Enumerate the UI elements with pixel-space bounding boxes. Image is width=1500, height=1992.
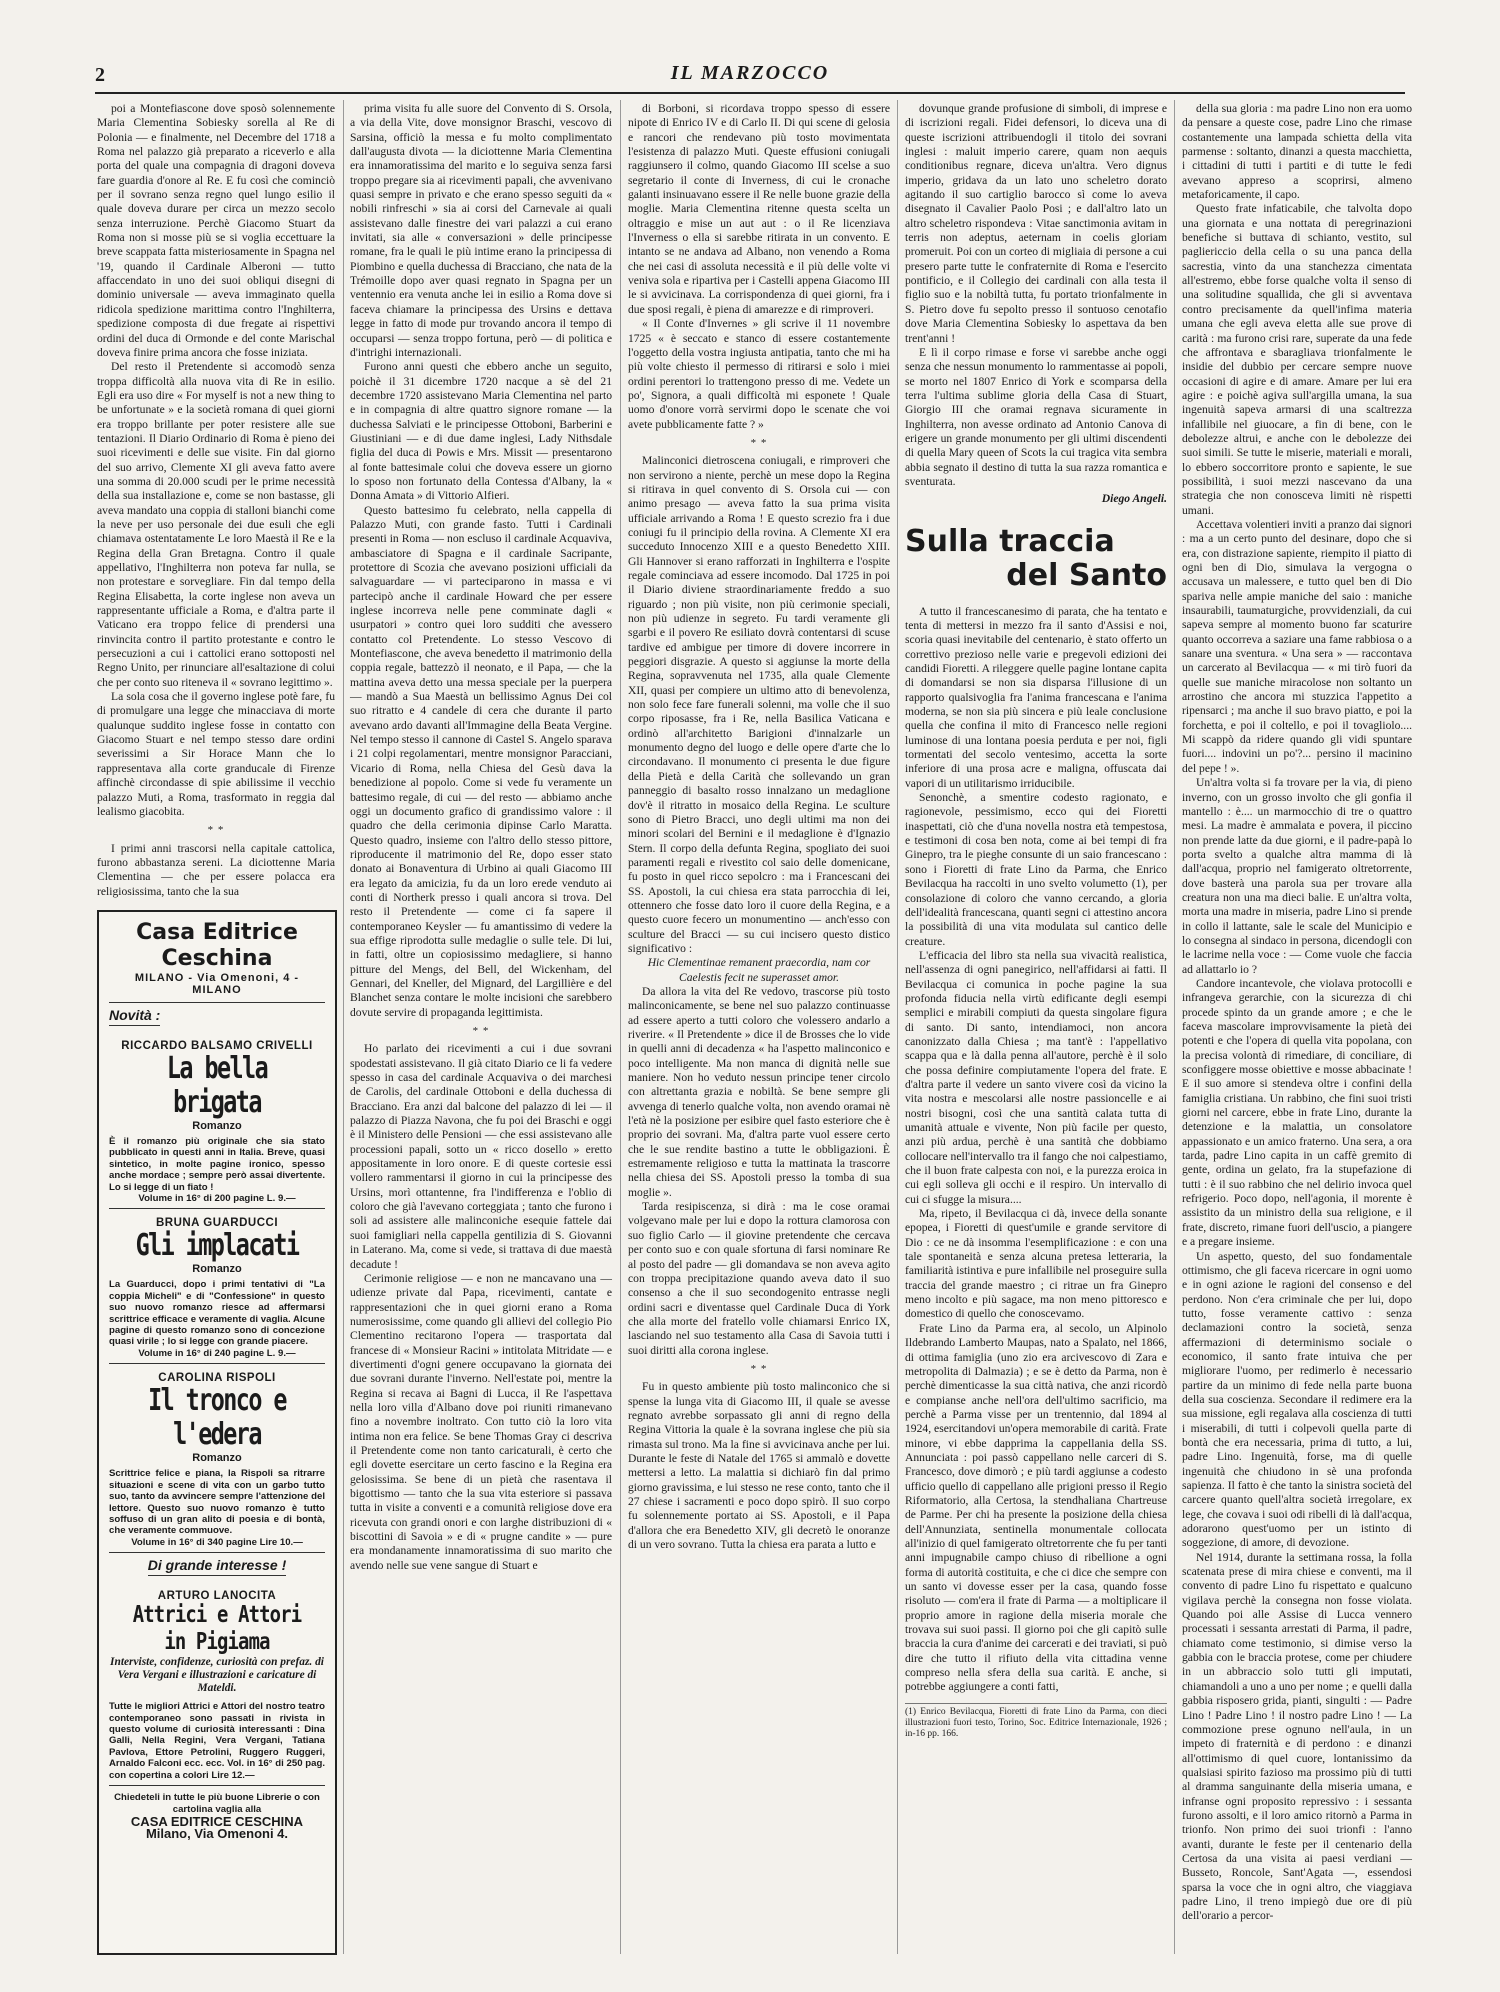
ad-book-title: Gli implacati (135, 1228, 299, 1264)
ad-book-genre: Romanzo (192, 1263, 242, 1276)
paragraph: Tarda resipiscenza, si dirà : ma le cose oramai volgevano male per lui e dopo la rottura clamorosa con suo figlio Carlo — il giovine pretendente che cercava per conto suo e con quale sfortuna di farsi nominare Re al posto del padre — gli domandava se non aveva agito con troppa precipitazione quando aveva dato il suo consenso a che il suo secondogenito entrasse negli ordini sacri e diventasse quel Cardinale Duca di York che alla morte del fratello volle chiamarsi Enrico IX, lasciando nel suo testamento alla Casa di Savoia tutti i suoi diritti alla corona inglese. (628, 1200, 890, 1357)
page-number: 2 (95, 64, 105, 86)
paragraph: Furono anni questi che ebbero anche un seguito, poichè il 31 dicembre 1720 nacque a sè del 21 decembre 1720 assistevano Maria Clementina nel parto e in compagnia di altre quattro signore romane — la duchessa Salviati e le principesse Ottoboni, Barberini e Giustiniani — e di due dame inglesi, Lady Nithsdale figlia del duca di Powis e Mrs. Missit — presentarono al fonte battesimale colui che doveva essere un giorno lo sposo non fortunato della Contessa d'Albany, la « Donna Amata » di Vittorio Alfieri. (350, 360, 612, 503)
ad-book-title: La bella brigata (166, 1051, 268, 1120)
ad-book-blurb: È il romanzo più originale che sia stato pubblicato in questi anni in Italia. Breve, quasi sintetico, in molte pagine ironico, spesso anche mordace ; sempre però assai divertente. Lo si legge di un fiato ! (109, 1136, 325, 1193)
ad-divider (109, 1363, 325, 1364)
masthead: IL MARZOCCO (670, 62, 830, 84)
ad-publisher-address: MILANO - Via Omenoni, 4 - MILANO (134, 972, 300, 996)
paragraph: L'efficacia del libro sta nella sua vivacità realistica, nell'assenza di ogni panegirico, nell'affidarsi ai fatti. Il Bevilacqua ci comunica in poche pagine la sua profonda fiducia nella virtù edificante degli esempi semplici e mirabili compiuti da questa singolare figura di santo. Di santo, intendiamoci, non ancora canonizzato dalla Chiesa ; ma tant'è : l'appellativo scappa qua e là dalla penna all'autore, perchè è il solo che possa definire compiutamente l'opera del frate. E d'altra parte il vedere un santo vivere così da vicino la vita nostra e mescolarsi alle nostre passioncelle e ai nostri bisogni, così che una santità calata tutta di umanità attuale e vivente, Non più facile per questo, anzi più ardua, perchè è una santità che dobbiamo collocare nell'intervallo tra il fango che noi calpestiamo, che il buon frate calpesta con noi, e la purezza eroica in cui egli solleva gli occhi e il respiro. Un intervallo di cui ci sfugge la misura.... (905, 948, 1167, 1206)
paragraph: Ma, ripeto, il Bevilacqua ci dà, invece della sonante epopea, i Fioretti di quest'umile e grande servitore di Dio : ce ne dà insomma l'esemplificazione : e con una tale spontaneità e senza alcuna pretesa letteraria, la familiarità istintiva e pure infallibile nel proseguire sulla traccia del grande maestro ; ci ritrae un fra Ginepro meno incolto e più sagace, ma non meno pittoresco e domestico di quello che conoscevamo. (905, 1207, 1167, 1321)
article-title (905, 525, 1167, 593)
paragraph: Questo frate infaticabile, che talvolta dopo una giornata e una nottata di peregrinazioni benefiche si buttava di schianto, vestito, sul pagliericcio della cella o su una panca della sacrestia, vinto da una stanchezza cimentata all'estremo, ebbe forse qualche volta il senso di una solitudine squallida, che gli si avventava contro precisamente da quell'infima materia umana che egli aveva eletta alle sue prove di carità : ma furono crisi rare, superate da una fede che affrontava e sbaragliava trionfalmente le insidie del dubbio per cercare sempre nuove occasioni di agire e di amare. Amare per lui era agire : e poichè agiva sull'argilla umana, la sua ingenuità sapeva armarsi di una scaltrezza infallibile nel giuocare, a fin di bene, con le debolezze altrui, e anche con le debolezze dei suoi simili. Se tutte le miserie, materiali e morali, lo ebbero soccorritore pronto e sapiente, le sue possibilità, i suoi mezzi nascevano da una strategia che non conosceva limiti nè rispetti umani. (1182, 202, 1412, 517)
article-signature: Diego Angeli. (1101, 492, 1167, 506)
ad-book-description: Tutte le migliori Attrici e Attori del nostro teatro contemporaneo sono passati in rivista in questo volume di curiosità interessanti : Dina Galli, Nella Regini, Vera Vergani, Tatiana Pavlova, Ettore Petrolini, Ruggero Ruggeri, Arnaldo Falconi ecc. ecc. Vol. in 16° di 250 pag. con copertina a colori Lire 12.— (109, 1701, 325, 1781)
section-separator: * * (750, 436, 768, 449)
column-1 (97, 102, 335, 902)
ad-divider (109, 1552, 325, 1553)
paragraph: dovunque grande profusione di simboli, di imprese e di iscrizioni regali. Fidei defensori, lo diceva una di queste iscrizioni attribuendogli il titolo dei sovrani inglesi : maluit imperio carere, quam non aequis conditionibus regnare, diceva un'altra. Vero dignus imperio, gridava da un lato uno scheletro dorato agitando il suo cartiglio barocco sì come lo aveva disegnato il Cavalier Paolo Posi ; e dall'altro lato un altro scheletro rispondeva : Vitae sanctimonia avitam in terris non adeptus, aeternam in coelis gloriam promeruit. Poi con un corteo di migliaia di persone a cui presero parte tutte le confraternite di Roma e l'esercito pontificio, e il Collegio dei cardinali con alla testa il figlio suo e la nobiltà tutta, fu portato trionfalmente in S. Pietro dove fu sepolto presso il sontuoso cenotafio dove Maria Clementina Sobiesky lo aspettava da ben trent'anni ! (905, 102, 1167, 345)
paragraph: Da allora la vita del Re vedovo, trascorse più tosto malinconicamente, se bene nel suo palazzo continuasse ad essere aperto a tutti coloro che volessero andarlo a riverire. « Il Pretendente » dice il de Brosses che lo vide in quelli anni di decadenza « ha l'aspetto malinconico e poco intelligente. Ma non manca di dignità nelle sue maniere. Non ho veduto nessun principe tener circolo con altrettanta grazia e nobiltà. Se bene sempre gli avvenga di tenerlo qualche volta, non avendo oramai nè l'età nè la posizione per esibire quel fasto esteriore che è proprio dei sovrani. Ma, d'altra parte vuol essere certo che le sue rendite bastino a tutte le obbligazioni. È estremamente religioso e tutta la mattinata la trascorre nella chiesa dei SS. Apostoli presso la tomba di sua moglie ». (628, 984, 890, 1199)
ad-section-heading: Di grande interesse ! (148, 1557, 287, 1576)
ad-book-description (109, 1468, 325, 1548)
paragraph: « Il Conte d'Invernes » gli scrive il 11 novembre 1725 « è seccato e stanco di essere costantemente l'oggetto della vostra ingiusta antipatia, tanto che mi ha più volte chiesto il permesso di ritirarsi e solo i miei ordini perentori lo trattengono presso di me. Vedete un po', Signora, a quali difficoltà mi esponete ! Quale uomo d'onore vorrà servirmi dopo le scenate che voi avete pubblicamente fatte ? » (628, 317, 890, 431)
column-3 (628, 102, 890, 1902)
ad-book-volume: Volume in 16° di 340 pagine Lire 10.— (131, 1536, 303, 1548)
paragraph: Questo battesimo fu celebrato, nella cappella di Palazzo Muti, con grande fasto. Tutti i Cardinali presenti in Roma — non escluso il cardinale Acquaviva, ambasciatore di Spagna e il cardinale Sacripante, protettore di Scozia che avevano posizioni ufficiali da salvaguardare — vi parteciparono in massa e vi partecipò anche il cardinale Howard che per essere inglese incorreva nelle pene comminate dagli « usurpatori » contro quei loro sudditi che avessero contatto col Pretendente. Lo stesso Vescovo di Montefiascone, che aveva benedetto il matrimonio della coppia regale, battezzò il neonato, e il Papa, — che la mattina aveva detto una messa speciale per la puerpera — mandò a Sua Maestà un bellissimo Agnus Dei col suo ritratto e 4 candele di cera che durante il parto avevano ardo davanti all'Immagine della Beata Vergine. Nel tempo stesso il cannone di Castel S. Angelo sparava i 21 colpi regolamentari, mentre monsignor Paracciani, Vicario di Roma, nella Chiesa del Gesù dava la benedizione al popolo. Come si vede fu veramente un battesimo regale, di cui — del resto — abbiamo anche oggi un documento grafico di grandissimo valore : il quadro che della cerimonia dipinse Carlo Maratta. Questo quadro, insieme con l'altro dello stesso pittore, riproducente il matrimonio del Re, dopo esser stato donato ai Bonaventura di Urbino ai quali Giacomo III era legato da amicizia, fu da un loro erede venduto ai conti di Northerk presso i quali ancora si trova. Del resto il Pretendente — come ci fa sapere il contemporaneo Keysler — fu amantissimo di vedere la sua effige riprodotta sulle medaglie o sulle tele. Di lui, in fatti, oltre un copiosissimo medagliere, si hanno pitture del Mengs, del Bell, del Wickenham, del Gennari, del Kneller, del Mignard, del Largillière e del Blanchet senza contare le molte incisioni che sarebbero dovute servire di propaganda legittimista. (350, 503, 612, 1019)
ad-book-volume: Volume in 16° di 200 pagine L. 9.— (138, 1193, 296, 1205)
ad-book-volume: Volume in 16° di 240 pagine L. 9.— (138, 1347, 296, 1359)
paragraph: Ho parlato dei ricevimenti a cui i due sovrani spodestati assistevano. Il già citato Diario ce li fa vedere spesso in casa del cardinale Acquaviva o dei marchesi de Carolis, del cardinale Ottoboni e della duchessa di Bracciano. Era anzi dal balcone del palazzo di lei — il palazzo di Piazza Navona, che fu poi dei Braschi e oggi è il Ministero delle Pensioni — che essi assistevano alle processioni papali, sotto un « ricco dosello » eretto appositamente in loro onore. E di queste cortesie essi vollero rammentarsi il giorno in cui la principesse des Ursins, morì ottantenne, fra l'indifferenza e l'oblio di coloro che già l'avevano corteggiata ; tanto che furono i soli ad assistere alle malinconiche esequie fattele dai suoi famigliari nella cappella gentilizia di S. Giovanni in Laterano. Ma, come si vede, si trattava di due maestà decadute ! (350, 1042, 612, 1271)
ad-footer (109, 1792, 325, 1840)
ad-publisher-name: Casa Editrice Ceschina (136, 920, 298, 971)
ad-book-blurb: La Guarducci, dopo i primi tentativi di "La coppia Micheli" e di "Confessione" in questo suo nuovo romanzo riesce ad affermarsi scrittrice efficace e veramente di vaglia. Alcune pagine di questo romanzo sono di concezione quasi virile ; lo si legge con grande piacere. (109, 1279, 325, 1348)
ad-divider (109, 1785, 325, 1786)
paragraph: della sua gloria : ma padre Lino non era uomo da pensare a queste cose, padre Lino che rimase costantemente una lampada schietta della vita parmense : soltanto, dinanzi a questa macchietta, i cittadini di tutti i partiti e di tutte le fedi avevano appreso a scoprirsi, almeno metaforicamente, il capo. (1182, 102, 1412, 202)
ad-book-description (109, 1279, 325, 1359)
paragraph: Malinconici dietroscena coniugali, e rimproveri che non servirono a niente, perchè un mese dopo la Regina si ritirava in quel convento di S. Orsola cui — con animo presago — aveva fatto la sua prima visita ufficiale arrivando a Roma ! E questo screzio fra i due coniugi fu il principio della rovina. A Clemente XI era succeduto Innocenzo XIII e a questo Benedetto XIII. Gli Hannover si erano rafforzati in Inghilterra e l'ospite regale cominciava ad essere incomodo. Dal 1725 in poi il Diario diviene straordinariamente freddo a suo riguardo ; non più visite, non più cerimonie speciali, non più udienze in segreto. Fu tardi veramente gli sgarbi e il povero Re esiliato dovrà contentarsi di scuse tardive ed ambigue per timore di dovere incorrere in peggiori disgrazie. A questo si aggiunse la morte della Regina, sopravvenuta nel 1735, alla quale Clemente XII, quasi per compiere un ultimo atto di benevolenza, non solo fece fare funerali solenni, ma volle che il suo corpo riposasse, fra i Re, nella Basilica Vaticana e ordinò all'architetto Barigioni d'innalzarle un monumento degno del luogo e delle opere d'arte che lo circondavano. Il monumento ci presenta le due figure della Pietà e della Carità che sollevando un gran panneggio di basalto rosso innalzano un medaglione dov'è il ritratto in mosaico della Regina. Le sculture sono di Pietro Bracci, uno degli ultimi ma non dei minori scolari del Bernini e il medaglione è d'Ignazio Stern. Il corpo della defunta Regina, spogliato dei suoi paramenti regali e rivestito col saio delle domenicane, fu posto in quel ricco sepolcro : ma i Francescani dei SS. Apostoli, la cui chiesa era stata parrocchia di lei, ottennero che fosse dato loro il cuore della Regina, e a questo cuore fecero un monumentino — anch'esso con sculture del Bracci — su cui incisero questo distico significativo : (628, 454, 890, 955)
paragraph: Candore incantevole, che violava protocolli e infrangeva gerarchie, con la sicurezza di chi procede spinto da un grande amore ; e che le faceva mascolare improvvisamente la pietà dei potenti e che l'opera di quella vita popolana, con la precisa volontà di rimediare, di conciliare, di sconfiggere mosse obiettive e mosse abbacinate ! E il suo amore si stendeva oltre i confini della famiglia cristiana. Un rabbino, che fini suoi tristi giorni nel carcere, ebbe in frate Lino, durante la detenzione e la malattia, un consolatore appassionato e un amico fraterno. Una sera, a ora tarda, padre Lino capita in un caffè gremito di gente, ordina un gelato, fra la stupefazione di tutti : è il suo rabbino che nel delirio invoca quel refrigerio. Poco dopo, nell'agonia, il morente è assistito da un ministro della sua religione, e il frate, discreto, rimane fuori dell'uscio, a piangere e a pregare insieme. (1182, 976, 1412, 1249)
latin-epitaph: Hic Clementinae remanent praecordia, nam cor Caelestis fecit ne superasset amor. (647, 956, 871, 984)
ad-book-genre: Romanzo (192, 1120, 242, 1132)
publisher-advertisement (97, 910, 337, 1955)
footnote: (1) Enrico Bevilacqua, Fioretti di frate Lino da Parma, con dieci illustrazioni fuori testo, Torino, Soc. Editrice Internazionale, 1926 ; in-16 pp. 166. (905, 1703, 1167, 1740)
column-5 (1182, 102, 1412, 1923)
header-rule (95, 92, 1405, 94)
column-divider (897, 100, 898, 1954)
ad-divider (109, 1208, 325, 1209)
paragraph: E lì il corpo rimase e forse vi sarebbe anche oggi senza che nessun monumento lo rammentasse ai popoli, se morto nel 1807 Enrico di York e scomparsa della terra l'ultima sublime gloria della Casa di Stuart, Giorgio III che oramai regnava sicuramente in Inghilterra, non avesse ordinato ad Antonio Canova di erigere un grande monumento per gli ultimi discendenti di quella Mary queen of Scots la cui tragica vita sembra abbia segnato il destino di tutta la sua razza romantica e sventurata. (905, 345, 1167, 488)
paragraph: Nel 1914, durante la settimana rossa, la folla scatenata prese di mira chiese e conventi, ma il convento di padre Lino fu rispettato e qualcuno vigilava perchè la consegna non fosse violata. Quando poi alle Assise di Lucca vennero processati i sessanta arrestati di Parma, il padre, chiamato come testimonio, si dimise verso la gabbia con le braccia protese, come per chiudere in un abbraccio solo tutti gli imputati, chiamandoli a uno a uno per nome ; e quelli dalla gabbia risposero grida, pianti, singulti : — Padre Lino ! Padre Lino ! il nostro padre Lino ! — La commozione prese ognuno nell'aula, in un impeto di fraternità e di perdono : e dinanzi all'ottimismo di quel cuore, lontanissimo da qualsiasi spirito fazioso ma prossimo più di tutti al dramma sanguinante della miseria umana, e infranse ogni proposito repressivo : i sessanta furono assolti, e il loro amico ritornò a Parma in trionfo. Non primo dei suoi trionfi : l'anno avanti, durante le feste per il centenario della Certosa da una visita ai paesi verdiani — Busseto, Roncole, Sant'Agata —, essendosi sparsa la voce che in ogni altro, che viaggiava padre Lino, il treno impiegò due ore di più dell'orario a percor- (1182, 1550, 1412, 1923)
section-separator: * * (472, 1025, 490, 1037)
ad-book-author: ARTURO LANOCITA (157, 1590, 277, 1603)
ad-book-author: BRUNA GUARDUCCI (155, 1217, 279, 1230)
paragraph: di Borboni, si ricordava troppo spesso di essere nipote di Enrico IV e di Carlo II. Di qui scene di gelosia e rancori che rendevano più tosto movimentata l'esistenza di palazzo Muti. Queste effusioni coniugali raggiunsero il colmo, quando Giacomo III scelse a suo segretario il conte di Inverness, di cui le cronache galanti insinuavano essere il Re nelle buone grazie della moglie. Maria Clementina ritenne questa scelta un oltraggio e mise un aut aut : o il Re licenziava l'Inverness o ella si sarebbe ritirata in un convento. E intanto se ne andava ad Albano, non venendo a Roma che nei casi di assoluta necessità e il più delle volte vi veniva sola e ripartiva per i Castelli appena Giacomo III le si avvicinava. La corrispondenza di quei giorni, fra i due sposi regali, è piena di amarezze e di rimproveri. (628, 102, 890, 316)
paragraph: I primi anni trascorsi nella capitale cattolica, furono abbastanza sereni. La diciottenne Maria Clementina — che per essere polacca era religiosissima, tanto che la sua (97, 841, 335, 898)
section-separator: * * (750, 1362, 768, 1375)
paragraph: Senonchè, a smentire codesto ragionato, e ragionevole, pessimismo, ecco qui dei Fioretti inaspettati, ciò che d'una novella nostra età tempestosa, e testimoni di cosa ben nota, come ai bei tempi di fra Ginepro, tra le pieghe consunte di un saio francescano : sono i Fioretti di frate Lino da Parma, che Enrico Bevilacqua ha raccolti in uno svelto volumetto (1), per consolazione di coloro che vanno cercando, a gloria dell'idealità francescana, quanti segni ci attestino ancora la possibilità di una vita modulata sul cantico delle creature. (905, 791, 1167, 948)
ad-book-blurb: Scrittrice felice e piana, la Rispoli sa ritrarre situazioni e scene di vita con un garbo tutto suo, tanto da avvincere sempre l'attenzione del lettore. Questo suo nuovo romanzo è tutto soffuso di un gran alito di poesia e di bontà, che veramente commuove. (109, 1468, 325, 1537)
ad-book-title: Il tronco e l'edera (148, 1383, 286, 1453)
ad-book-author: CAROLINA RISPOLI (158, 1372, 276, 1385)
column-divider (620, 100, 621, 1954)
ad-section-heading: Novità : (109, 1007, 160, 1026)
ad-book-genre: Romanzo (192, 1452, 242, 1465)
column-divider (1174, 100, 1175, 1954)
column-4 (905, 102, 1167, 1902)
column-divider (343, 100, 344, 1954)
paragraph: Cerimonie religiose — e non ne mancavano una — udienze private dal Papa, ricevimenti, cantate e rappresentazioni che in quei giorni erano a Roma numerosissime, come quando gli allievi del collegio Pio Clementino recitarono l'opera — trasportata dal francese di « Monsieur Racini » intitolata Mitridate — e divertimenti d'ogni genere occupavano la giornata dei due sovrani durante l'inverno. Nell'estate poi, mentre la Regina si recava ai Bagni di Lucca, il Re l'aspettava nella loro villa d'Albano dove poi riuniti rimanevano fino a novembre inoltrato. Con tutto ciò la loro vita intima non era felice. Se bene Thomas Gray ci descriva il Pretendente come non tanto caricaturali, è certo che egli dovette esercitare un certo fascino e la Regina era gelosissima. Se bene di un pietà che rasentava il bigottismo — tanto che la sua vita esteriore si passava tutta in visite a conventi e a comunità religiose dove era ricevuta con grandi onori e con larghe distribuzioni di « biscottini di Savoia » e di « prugne candite » — pure era mondanamente innamoratissima di suo marito che avendo nelle sue vene sangue di Stuart e (350, 1271, 612, 1572)
paragraph: prima visita fu alle suore del Convento di S. Orsola, a via della Vite, dove monsignor Braschi, vescovo di Sarsina, officiò la messa e fu molto complimentato dall'augusta divota — la diciottenne Maria Clementina era innamoratissima del marito e lo seguiva senza farsi troppo pregare sia ai ricevimenti papali, che avvenivano quasi sempre in privato e che erano spesso seguiti da « nobili rinfreschi » sia ai corsi del Carnevale ai quali assistevano dalle finestre dei vari palazzi a cui erano invitati, sia alle « conversazioni » delle principesse romane, fra le quali le più intime erano la principessa di Piombino e quella duchessa di Bracciano, che nata de la Trémoille dopo aver quasi regnato in Spagna per un ventennio era venuta anche lei in esilio a Roma dove si faceva chiamare la principessa des Ursins e dettava legge in fatto di mode pur trovando ancora il tempo di occuparsi — senza troppo fortuna, però — di politica e d'intrighi internazionali. (350, 102, 612, 359)
ad-book-title: Attrici e Attori in Pigiama (132, 1602, 302, 1656)
paragraph: A tutto il francescanesimo di parata, che ha tentato e tenta di mettersi in mezzo fra il santo d'Assisi e noi, scoria quasi inevitabile del centenario, è stato offerto un correttivo prezioso nelle varie e pregevoli edizioni dei candidi Fioretti. A rileggere quelle pagine lontane capita di domandarsi se non sia disparsa l'illusione di un rapporto qualsivoglia fra l'anima francescana e l'anima moderna, se non sia più sincera e più leale conclusione quella che confina il mito di Francesco nelle regioni luminose di una lontana poesia perduta e per noi, figli tormentati del secolo ventesimo, accetta la sorte inferiore di una prosa acre e maligna, offuscata dai vapori di un utilitarismo irriducibile. (905, 604, 1167, 790)
paragraph: Del resto il Pretendente si accomodò senza troppa difficoltà alla nuova vita di Re in esilio. Egli era uso dire « For myself is not a new thing to be unfortunate » e la società romana di quei giorni era troppo brillante per poter resistere alle sue tentazioni. Il Diario Ordinario di Roma è pieno dei suoi ricevimenti e delle sue visite. Fin dal giorno del suo arrivo, Clemente XI gli aveva fatto avere una somma di 20.000 scudi per le prime necessità della sua installazione e, come se non bastasse, gli aveva mandato una coppia di stalloni bianchi come la neve per uso personale dei due esuli che egli chiamava ostentatamente Le loro Maestà il Re e la Regina della Gran Bretagna. Contro il quale appellativo, l'Inghilterra non poteva far nulla, se non protestare e sorvegliare. Fin dal tempo della Regina Elisabetta, la corte inglese non aveva un rappresentante ufficiale a Roma, e d'altra parte il Vaticano era troppo felice di prendersi una rinvincita contro il partito protestante e contro le persecuzioni a cui i cattolici erano sottoposti nel Regno Unito, per rinunciare all'esaltazione di colui che per conto suo riteneva il « sovrano legittimo ». (97, 360, 335, 689)
paragraph: Fu in questo ambiente più tosto malinconico che si spense la lunga vita di Giacomo III, il quale se avesse regnato avrebbe sorpassato gli anni di regno della Regina Vittoria la quale è la sovrana inglese che più sia rimasta sul trono. Ma la fine si avvicinava anche per lui. Durante le feste di Natale del 1765 si ammalò e dovette mettersi a letto. La malattia si dichiarò fin dal primo giorno gravissima, e lui stesso ne rese conto, tanto che il 27 chiese i sacramenti e poco dopo spirò. Il suo corpo fu solennemente portato ai SS. Apostoli, e il Papa d'allora che era Benedetto XIV, gli decretò le onoranze di un vero sovrano. Tutta la chiesa era parata a lutto e (628, 1380, 890, 1552)
section-separator: * * (207, 824, 225, 837)
paragraph: Un aspetto, questo, del suo fondamentale ottimismo, che gli faceva ricercare in ogni uomo e in ogni azione le ragioni del consenso e del perdono. Non c'era criminale che per lui, dopo tutto, fosse veramente cattivo : senza declamazioni contro la società, senza affermazioni di determinismo sociale o economico, il santo frate intuiva che per migliorare l'uomo, per redimerlo è necessario partire da un minimo di fede nella parte buona della sua coscienza. Secondare il redimere era la sua missione, egli regalava alla coscienza di tutti i miserabili, di tutti i colpevoli quella parte di bontà che era necessaria, prima di tutto, a lui, padre Lino. Ingenuità, forse, ma di quelle ingenuità che chiudono in sè una profonda sapienza. Il fatto è che tanto la sinistra società del carcere quanto quell'altra società irregolare, ex lege, che covava i suoi odi ribelli di là dall'acqua, adorarono quest'uomo per un istinto di soggezione, di amore, di devozione. (1182, 1249, 1412, 1550)
paragraph: poi a Montefiascone dove sposò solennemente Maria Clementina Sobiesky sorella al Re di Polonia — e finalmente, nel Decembre del 1718 a Roma nel palazzo già preparato a riceverlo e alla porta del quale una compagnia di dragoni doveva fare guardia d'onore al Re. E fu così che cominciò per il sovrano senza regno quel lungo esilio il quale doveva durare per circa un mezzo secolo senza interruzione. Perchè Giacomo Stuart da Roma non si mosse più se si voglia eccettuare la breve scappata fatta misteriosamente in Spagna nel '19, quando il Cardinale Alberoni — tutto affaccendato in uno dei suoi obliqui disegni di dominio universale — aveva immaginato quella ridicola spedizione marittima contro l'Inghilterra, spedizione composta di due fregate ai rispettivi ordini del duca di Ormonde e del conte Marischal doveva finire prima ancora che fosse iniziata. (97, 102, 335, 359)
article-title-line: del Santo (1006, 557, 1167, 593)
ad-book-author: RICCARDO BALSAMO CRIVELLI (121, 1040, 313, 1052)
paragraph: Frate Lino da Parma era, al secolo, un Alpinolo Ildebrando Lamberto Maupas, nato a Spalato, nel 1866, di ottima famiglia (uno zio era arcivescovo di Zara e metropolita di Dalmazia) ; e se è detto da Parma, non è perchè dimenticasse la sua città nativa, che anzi ricordò e compianse anche nell'ora dell'ultimo sacrificio, ma perchè a Parma visse per un trentennio, dal 1894 al 1924, esercitandovi un'opera memorabile di carità. Frate minore, vi ebbe dapprima la cappellania della SS. Annunciata : poi passò cappellano nelle carceri di S. Francesco, dove dimorò ; e più tardi aggiunse a codesto ufficio quello di cappellano alle prigioni presso il Regio Riformatorio, alla Certosa, la stendhaliana Chartreuse de Parme. Per chi ha presente la posizione della chiesa dell'Annunziata, sentinella monumentale collocata all'inizio di quel famigerato oltretorrente che fu per tanti anni impugnabile campo chiuso di ribellione a ogni forma di autorità costituita, e che ci dice che sempre con un santo vi dovesse esser per la casa, quando fosse risoluto — com'era il frate di Parma — a moltiplicare il proprio amore in ragione della miseria morale che trovava sui suoi passi. Il giorno poi che gli capitò sulle braccia la cura d'anime dei carcerati e dei traviati, si può dire che tutto il rifiuto della vita cittadina venne compreso nella sfera della sua carità. E anche, si potrebbe aggiungere a conti fatti, (905, 1321, 1167, 1694)
ad-book-subtitle: Interviste, confidenze, curiosità con prefaz. di Vera Vergani e illustrazioni e caricature di Mateldi. (110, 1656, 324, 1695)
ad-book-description (109, 1136, 325, 1204)
paragraph: La sola cosa che il governo inglese potè fare, fu di promulgare una legge che minacciava di morte qualunque suddito inglese fosse in contatto con Giacomo Stuart e nel tempo stesso dare ordini severissimi a Sir Horace Mann che lo rappresentava alla corte granducale di Firenze affinchè circondasse di spie abilissime il vecchio palazzo Muti, a Roma, trasformato in reggia dal lealismo giacobita. (97, 690, 335, 818)
ad-footer-note: Chiedeteli in tutte le più buone Librerie o con cartolina vaglia alla (114, 1791, 320, 1815)
ad-footer-address: Milano, Via Omenoni 4. (145, 1825, 289, 1841)
paragraph: Un'altra volta si fa trovare per la via, di pieno inverno, con un grosso involto che gli gonfia il mantello : è.... un marmocchio di tre o quattro mesi. La madre è ammalata e povera, il piccino non prende latte da due giorni, e il padre-papà lo porta svelto a qualche altra mamma di là dall'acqua, proprio nel famigerato oltretorrente, dove basterà una parola sua per trovare alla creatura non una ma dieci balie. E un'altra volta, morta una madre in miseria, padre Lino si prende in collo il lattante, sale le scale del Municipio e lo consegna al sindaco in persona, dicendogli con le lacrime nella voce : — Come vuole che faccia ad allattarlo io ? (1182, 776, 1412, 976)
column-2 (350, 102, 612, 1902)
article-title-line: Sulla traccia (905, 523, 1115, 559)
ad-footer-publisher: CASA EDITRICE CESCHINA (130, 1813, 304, 1829)
ad-divider (109, 1002, 325, 1003)
paragraph: Accettava volentieri inviti a pranzo dai signori : ma a un certo punto del desinare, dopo che si era, con distrazione sapiente, riempito il piatto di ogni ben di Dio, simulava la vergogna o accusava un malessere, e tutto quel ben di Dio spariva nelle ampie maniche del saio : maniche insaurabili, taumaturgiche, provvidenziali, da cui sapeva sempre al momento buono far scaturire quanto occorreva a saziare una fame rabbiosa o a sanare una sventura. « Una sera » — raccontava un carcerato al Bevilacqua — « mi tirò fuori da quelle sue maniche miracolose non soltanto un arrostino che ancora mi stuzzica l'appetito a ripensarci ; ma anche il suo bravo piatto, e poi la forchetta, e poi il coltello, e poi il tovagliolo.... Mi scappò da ridere quando gli vidi spuntare fuori.... indovini un po'?... persino il macinino del pepe ! ». (1182, 517, 1412, 775)
